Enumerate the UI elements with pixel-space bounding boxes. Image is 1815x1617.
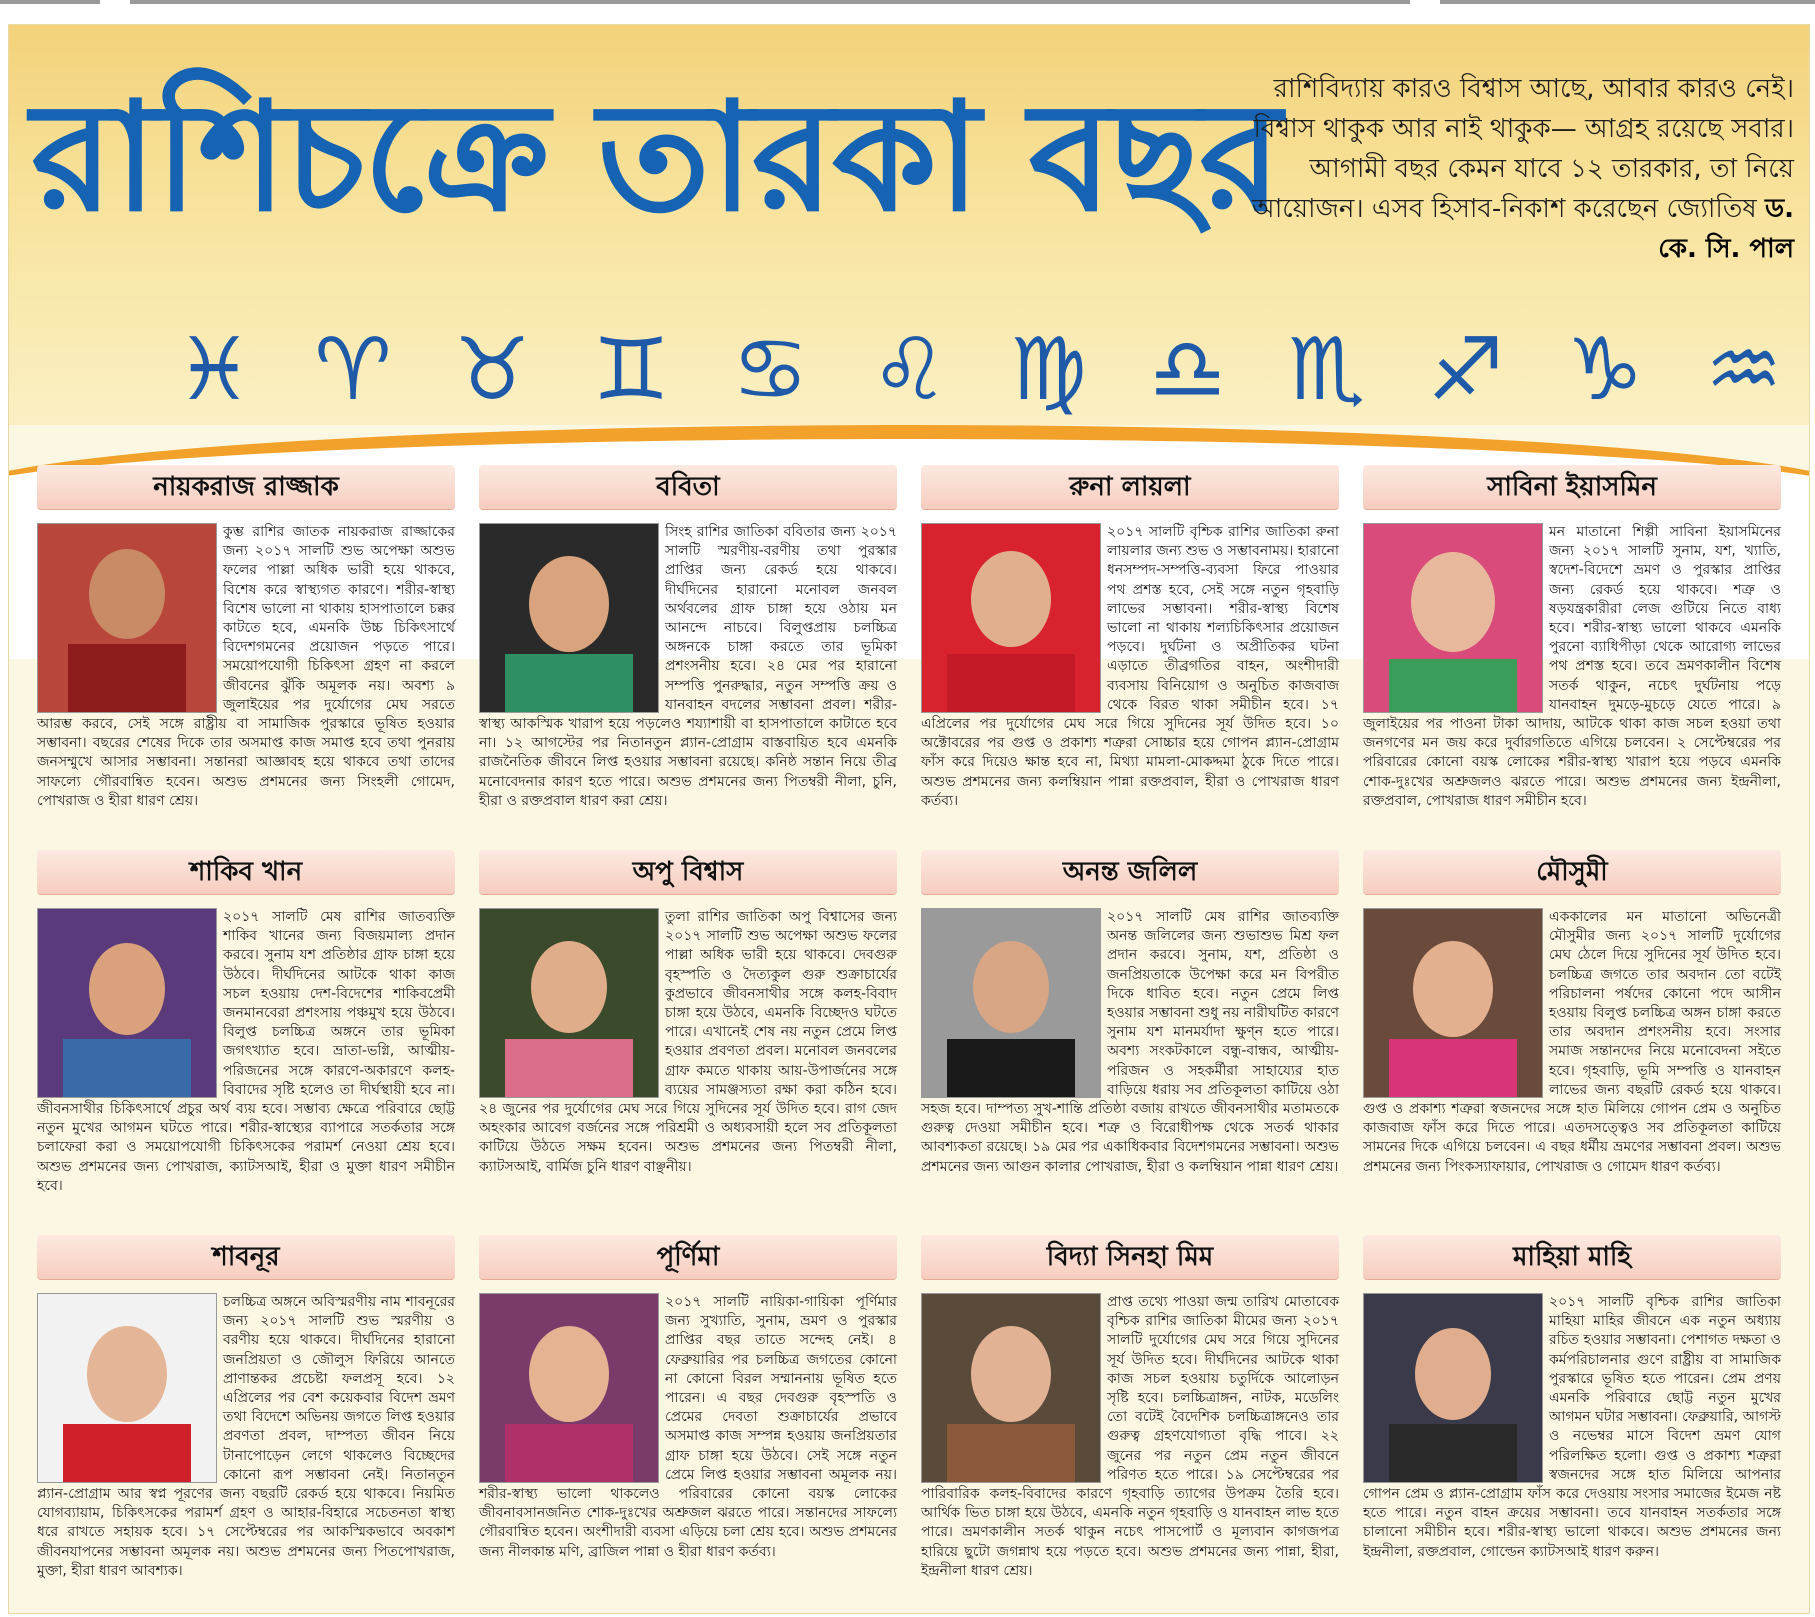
header-banner xyxy=(9,25,1809,425)
card-name: সাবিনা ইয়াসমিন xyxy=(1363,465,1781,509)
card-text: তুলা রাশির জাতিকা অপু বিশ্বাসের জন্য ২০১৭ সালটি শুভ অপেক্ষা অশুভ ফলের পাল্লা অধিক ভারী হয়ে থাকবে। দেবগুরু বৃহস্পতি ও দৈত্যকুল গুরু শুক্রাচার্যের কুপ্রভাবে জীবনসাথীর সঙ্গে কলহ-বিবাদ চাঙ্গা হয়ে উঠবে, এমনকি বিচ্ছেদও ঘটতে পারে। এখানেই শেষ নয় নতুন প্রেমে লিপ্ত হওয়ার প্রবণতা প্রবল। মনোবল জনবলের গ্রাফ কমতে থাকায় আয়-উপার্জনের সঙ্গে ব্যয়ের সামঞ্জস্যতা রক্ষা করা কঠিন হবে। ২৪ জুনের পর দুর্যোগের মেঘ সরে গিয়ে সুদিনের সূর্য উদিত হবে। রাগ জেদ অহংকার আবেগ বর্জনের সঙ্গে পরিশ্রমী ও অধ্যবসায়ী হলে সব প্রতিকূলতা কাটিয়ে উঠতে সক্ষম হবেন। অশুভ প্রশমনের জন্য পিতম্বরী নীলা, ক্যাটসআই, বার্মিজ চুনি ধারণ বাঞ্ছনীয়। xyxy=(479,909,897,1175)
gemini-icon: ♊ xyxy=(592,320,670,420)
card-text: ২০১৭ সালটি নায়িকা-গায়িকা পূর্ণিমার জন্য সুখ্যাতি, সুনাম, ভ্রমণ ও পুরস্কার প্রাপ্তির বছর তাতে সন্দেহ নেই। ৪ ফেব্রুয়ারির পর চলচ্চিত্র জগতের কোনো না কোনো বিরল সম্মাননায় ভূষিত হতে পারেন। এ বছর দেবগুরু বৃহস্পতি ও প্রেমের দেবতা শুক্রাচার্যের প্রভাবে অসমাপ্ত কাজ সম্পন্ন হওয়ায় জনপ্রিয়তার গ্রাফ চাঙ্গা হয়ে উঠবে। সেই সঙ্গে নতুন প্রেমে লিপ্ত হওয়ার সম্ভাবনা অমূলক নয়। শরীর-স্বাস্থ্য ভালো থাকলেও পরিবারের কোনো বয়স্ক লোকের জীবনাবসানজনিত শোক-দুঃখের অশ্রুজল ঝরতে পারে। সন্তানদের সাফল্যে গৌরবান্বিত হবেন। অংশীদারী ব্যবসা এড়িয়ে চলা শ্রেয় হবে। অশুভ প্রশমনের জন্য নীলকান্ত মণি, ব্রাজিল পান্না ও হীরা ধারণ কর্তব্য। xyxy=(479,1294,897,1560)
card-text: ২০১৭ সালটি বৃশ্চিক রাশির জাতিকা মাহিয়া মাহির জীবনে এক নতুন অধ্যায় রচিত হওয়ার সম্ভাবনা। পেশাগত দক্ষতা ও কর্মপরিচালনার গুণে রাষ্ট্রীয় বা সামাজিক পুরস্কারে ভূষিত হতে পারেন। প্রেম প্রণয় এমনকি পরিবারে ছোট্ট নতুন মুখের আগমন ঘটার সম্ভাবনা। ফেব্রুয়ারি, আগস্ট ও নভেম্বর মাসে বিদেশ ভ্রমণ যোগ পরিলক্ষিত হলো। গুপ্ত ও প্রকাশ্য শত্রুরা স্বজনদের সঙ্গে হাত মিলিয়ে আপনার গোপন প্রেম ও প্ল্যান-প্রোগ্রাম ফাঁস করে দেওয়ায় সংসার সমাজের ইমেজ নষ্ট হতে পারে। নতুন বাহন ক্রয়ের সম্ভাবনা। তবে যানবাহন সতর্কতার সঙ্গে চালানো সমীচীন হবে। শরীর-স্বাস্থ্য ভালো থাকবে। অশুভ প্রশমনের জন্য ইন্দ্রনীলা, রক্তপ্রবাল, গোল্ডেন ক্যাটসআই ধারণ করুন। xyxy=(1363,1294,1781,1560)
capricorn-icon: ♑ xyxy=(1566,320,1644,420)
sagittarius-icon: ♐ xyxy=(1427,320,1505,420)
top-rule xyxy=(0,0,1815,6)
card-name: পূর্ণিমা xyxy=(479,1235,897,1279)
card-text: ২০১৭ সালটি বৃশ্চিক রাশির জাতিকা রুনা লায়লার জন্য শুভ ও সম্ভাবনাময়। হারানো ধনসম্পদ-সম্পত্তি-ব্যবসা ফিরে পাওয়ার পথ প্রশস্ত হবে, সেই সঙ্গে নতুন গৃহবাড়ি লাভের সম্ভাবনা। শরীর-স্বাস্থ্য বিশেষ ভালো না থাকায় শল্যচিকিৎসার প্রয়োজন পড়বে। দুর্ঘটনা ও অপ্রীতিকর ঘটনা এড়াতে তীব্রগতির বাহন, অংশীদারী ব্যবসায় বিনিয়োগ ও অনুচিত কাজবাজ থেকে বিরত থাকা সমীচীন হবে। ১৭ এপ্রিলের পর দুর্যোগের মেঘ সরে গিয়ে সুদিনের সূর্য উদিত হবে। ১০ অক্টোবরের পর গুপ্ত ও প্রকাশ্য শত্রুরা সোচ্চার হয়ে গোপন প্ল্যান-প্রোগ্রাম ফাঁস করে দিয়েও ক্ষান্ত হবে না, মিথ্যা মামলা-মোকদ্দমা ঠুকে দিতে পারে। অশুভ প্রশমনের জন্য কলম্বিয়ান পান্না রক্তপ্রবাল, হীরা ও পোখরাজ ধারণ কর্তব্য। xyxy=(921,524,1339,809)
card-name: অনন্ত জলিল xyxy=(921,850,1339,894)
intro-author: ড. কে. সি. পাল xyxy=(1658,194,1794,264)
card-text: ২০১৭ সালটি মেষ রাশির জাতব্যক্তি অনন্ত জলিলের জন্য শুভাশুভ মিশ্র ফল প্রদান করবে। সুনাম, যশ, প্রতিষ্ঠা ও জনপ্রিয়তাকে উপেক্ষা করে মন বিপরীত দিকে ধাবিত হবে। নতুন প্রেমে লিপ্ত হওয়ার সম্ভাবনা শুধু নয় নারীঘটিত কারণে সুনাম যশ মানমর্যাদা ক্ষুণ্ন হতে পারে। অবশ্য সংকটকালে বন্ধু-বান্ধব, আত্মীয়-পরিজন ও সহকর্মীরা সাহায্যের হাত বাড়িয়ে ধরায় সব প্রতিকূলতা কাটিয়ে ওঠা সহজ হবে। দাম্পত্য সুখ-শান্তি প্রতিষ্ঠা বজায় রাখতে জীবনসাথীর মতামতকে গুরুত্ব দেওয়া সমীচীন হবে। শত্রু ও বিরোধীপক্ষ থেকে সতর্ক থাকার আবশ্যকতা রয়েছে। ১৯ মের পর একাধিকবার বিদেশগমনের সম্ভাবনা। অশুভ প্রশমনের জন্য আগুন কালার পোখরাজ, হীরা ও কলম্বিয়ান পান্না ধারণ শ্রেয়। xyxy=(921,909,1339,1175)
scorpio-icon: ♏ xyxy=(1288,320,1366,420)
card-text: ২০১৭ সালটি মেষ রাশির জাতব্যক্তি শাকিব খানের জন্য বিজয়মাল্য প্রদান করবে। সুনাম যশ প্রতিষ্ঠার গ্রাফ চাঙ্গা হয়ে উঠবে। দীর্ঘদিনের আটকে থাকা কাজ সচল হওয়ায় দেশ-বিদেশের শাকিবপ্রেমী জনমানবেরা প্রশংসায় পঞ্চমুখ হয়ে উঠবে। বিলুপ্ত চলচ্চিত্র অঙ্গনে তার ভূমিকা জগৎখ্যাত হবে। ভ্রাতা-ভগ্নি, আত্মীয়-পরিজনের সঙ্গে কারণে-অকারণে কলহ-বিবাদের সৃষ্টি হলেও তা দীর্ঘস্থায়ী হবে না। জীবনসাথীর চিকিৎসার্থে প্রচুর অর্থ ব্যয় হবে। সম্ভাব্য ক্ষেত্রে পরিবারে ছোট্ট নতুন মুখের আগমন ঘটতে পারে। শরীর-স্বাস্থ্যের ব্যাপারে সতর্কতার সঙ্গে চলাফেরা করা ও সময়োপযোগী চিকিৎসকের পরামর্শ নেওয়া শ্রেয় হবে। অশুভ প্রশমনের জন্য পোখরাজ, ক্যাটসআই, হীরা ও মুক্তা ধারণ সমীচীন হবে। xyxy=(37,909,455,1194)
card-name: শাকিব খান xyxy=(37,850,455,894)
card-name: নায়করাজ রাজ্জাক xyxy=(37,465,455,509)
aries-icon: ♈ xyxy=(314,320,392,420)
card-name: বিদ্যা সিনহা মিম xyxy=(921,1235,1339,1279)
intro-text: রাশিবিদ্যায় কারও বিশ্বাস আছে, আবার কারও নেই। বিশ্বাস থাকুক আর নাই থাকুক— আগ্রহ রয়েছে সবার। আগামী বছর কেমন যাবে ১২ তারকার, তা নিয়ে আয়োজন। এসব হিসাব-নিকাশ করেছেন জ্যোতিষ xyxy=(1251,74,1794,224)
card-name: রুনা লায়লা xyxy=(921,465,1339,509)
newspaper-page xyxy=(8,24,1810,1614)
leo-icon: ♌ xyxy=(870,320,948,420)
card-text: কুম্ভ রাশির জাতক নায়করাজ রাজ্জাকের জন্য ২০১৭ সালটি শুভ অপেক্ষা অশুভ ফলের পাল্লা অধিক ভারী হয়ে থাকবে, বিশেষ করে স্বাস্থ্যগত কারণে। শরীর-স্বাস্থ্য বিশেষ ভালো না থাকায় হাসপাতালে চক্কর কাটতে হবে, এমনকি উচ্চ চিকিৎসার্থে বিদেশগমনের প্রয়োজন পড়তে পারে। সময়োপযোগী চিকিৎসা গ্রহণ না করলে জীবনের ঝুঁকি অমূলক নয়। অবশ্য ৯ জুলাইয়ের পর দুর্যোগের মেঘ সরতে আরম্ভ করবে, সেই সঙ্গে রাষ্ট্রীয় বা সামাজিক পুরস্কারে ভূষিত হওয়ার সম্ভাবনা। বছরের শেষের দিকে তার অসমাপ্ত কাজ সমাপ্ত হবে তথা পুনরায় জনসম্মুখে আসার সম্ভাবনা। সন্তানরা আজ্ঞাবহ হয়ে থাকবে তথা তাদের সাফল্যে গৌরবান্বিত হবেন। অশুভ প্রশমনের জন্য সিংহলী গোমেদ, পোখরাজ ও হীরা ধারণ শ্রেয়। xyxy=(37,524,455,809)
virgo-icon: ♍ xyxy=(1009,320,1088,420)
cancer-icon: ♋ xyxy=(731,320,809,420)
page-title: রাশিচক্রে তারকা বছর xyxy=(31,71,1280,245)
aquarius-icon: ♒ xyxy=(1705,320,1783,420)
card-name: শাবনূর xyxy=(37,1235,455,1279)
card-text: চলচ্চিত্র অঙ্গনে অবিস্মরণীয় নাম শাবনূরের জন্য ২০১৭ সালটি শুভ স্মরণীয় ও বরণীয় হয়ে থাকবে। দীর্ঘদিনের হারানো জনপ্রিয়তা ও জৌলুস ফিরিয়ে আনতে প্রাণান্তকর প্রচেষ্টা ফলপ্রসূ হবে। ১২ এপ্রিলের পর বেশ কয়েকবার বিদেশ ভ্রমণ তথা বিদেশে অভিনয় জগতে লিপ্ত হওয়ার প্রবণতা প্রবল, দাম্পত্য জীবন নিয়ে টানাপোড়েন লেগে থাকলেও বিচ্ছেদের কোনো রূপ সম্ভাবনা নেই। নিতানতুন প্ল্যান-প্রোগ্রাম আর স্বপ্ন পূরণের জন্য বছরটি রেকর্ড হয়ে থাকবে। নিয়মিত যোগব্যায়াম, চিকিৎসকের পরামর্শ গ্রহণ ও আহার-বিহারে সচেতনতা স্বাস্থ্য ধরে রাখতে সহায়ক হবে। ১৭ সেপ্টেম্বরের পর আকস্মিকভাবে অবকাশ জীবনযাপনের সম্ভাবনা অমূলক নয়। অশুভ প্রশমনের জন্য পিতপোখরাজ, মুক্তা, হীরা ধারণ আবশ্যক। xyxy=(37,1294,455,1579)
card-text: সিংহ রাশির জাতিকা ববিতার জন্য ২০১৭ সালটি স্মরণীয়-বরণীয় তথা পুরস্কার প্রাপ্তির জন্য রেকর্ড হয়ে থাকবে। দীর্ঘদিনের হারানো মনোবল জনবল অর্থবলের গ্রাফ চাঙ্গা হয়ে ওঠায় মন আনন্দে নাচবে। বিলুপ্তপ্রায় চলচ্চিত্র অঙ্গনকে চাঙ্গা করতে তার ভূমিকা প্রশংসনীয় হবে। ২৪ মের পর হারানো সম্পত্তি পুনরুদ্ধার, নতুন সম্পত্তি ক্রয় ও যানবাহন বদলের সম্ভাবনা প্রবল। শরীর-স্বাস্থ্য আকস্মিক খারাপ হয়ে পড়লেও শয্যাশায়ী বা হাসপাতালে কাটাতে হবে না। ১২ আগস্টের পর নিতানতুন প্ল্যান-প্রোগ্রাম বাস্তবায়িত হবে এমনকি রাজনৈতিক জীবনে লিপ্ত হওয়ার সম্ভাবনা রয়েছে। কনিষ্ঠ সন্তান নিয়ে তীব্র মনোবেদনার কারণ হতে পারে। অশুভ প্রশমনের জন্য পিতম্বরী নীলা, চুনি, হীরা ও রক্তপ্রবাল ধারণ করা শ্রেয়। xyxy=(479,524,897,809)
card-name: মৌসুমী xyxy=(1363,850,1781,894)
card-text: এককালের মন মাতানো অভিনেত্রী মৌসুমীর জন্য ২০১৭ সালটি দুর্যোগের মেঘ ঠেলে দিয়ে সুদিনের সূর্য উদিত হবে। চলচ্চিত্র জগতে তার অবদান তো বটেই পরিচালনা পর্ষদের কোনো পদে আসীন হওয়ায় বিলুপ্ত চলচ্চিত্র অঙ্গন চাঙ্গা করতে তার অবদান প্রশংসনীয় হবে। সংসার সমাজ সন্তানদের নিয়ে মনোবেদনা সইতে হবে। গৃহবাড়ি, ভূমি সম্পত্তি ও যানবাহন লাভের জন্য বছরটি রেকর্ড হয়ে থাকবে। গুপ্ত ও প্রকাশ্য শত্রুরা স্বজনদের সঙ্গে হাত মিলিয়ে গোপন প্রেম ও অনুচিত কাজবাজ ফাঁস করে দিতে পারে। এতদসত্ত্বেও সব প্রতিকূলতা কাটিয়ে সামনের দিকে এগিয়ে চলবেন। এ বছর ধর্মীয় ভ্রমণের সম্ভাবনা প্রবল। অশুভ প্রশমনের জন্য পিংকস্যাফায়ার, পোখরাজ ও গোমেদ ধারণ কর্তব্য। xyxy=(1363,909,1781,1175)
cards-grid xyxy=(9,465,1809,1613)
card-name: মাহিয়া মাহি xyxy=(1363,1235,1781,1279)
taurus-icon: ♉ xyxy=(453,320,531,420)
pisces-icon: ♓ xyxy=(175,320,253,420)
card-text: মন মাতানো শিল্পী সাবিনা ইয়াসমিনের জন্য ২০১৭ সালটি সুনাম, যশ, খ্যাতি, স্বদেশ-বিদেশে ভ্রমণ ও পুরস্কার প্রাপ্তির জন্য রেকর্ড হয়ে থাকবে। শত্রু ও ষড়যন্ত্রকারীরা লেজ গুটিয়ে নিতে বাধ্য হবে। শরীর-স্বাস্থ্য ভালো থাকবে এমনকি পুরনো ব্যাধিপীড়া থেকে আরোগ্য লাভের পথ প্রশস্ত হবে। তবে ভ্রমণকালীন বিশেষ সতর্ক থাকুন, নচেৎ দুর্ঘটনায় পড়ে যানবাহন দুমড়ে-মুচড়ে যেতে পারে। ৯ জুলাইয়ের পর পাওনা টাকা আদায়, আটকে থাকা কাজ সচল হওয়া তথা জনগণের মন জয় করে দুর্বারগতিতে এগিয়ে চলবেন। ২ সেপ্টেম্বরের পর পরিবারের কোনো বয়স্ক লোকের শরীর-স্বাস্থ্য খারাপ হয়ে পড়বে এমনকি শোক-দুঃখের অশ্রুজলও ঝরতে পারে। অশুভ প্রশমনের জন্য ইন্দ্রনীলা, রক্তপ্রবাল, পোখরাজ ধারণ সমীচীন হবে। xyxy=(1363,524,1781,809)
libra-icon: ♎ xyxy=(1148,320,1227,420)
card-name: ববিতা xyxy=(479,465,897,509)
zodiac-row xyxy=(159,315,1799,425)
card-name: অপু বিশ্বাস xyxy=(479,850,897,894)
intro-paragraph xyxy=(1209,69,1794,269)
card-text: প্রাপ্ত তথ্যে পাওয়া জন্ম তারিখ মোতাবেক বৃশ্চিক রাশির জাতিকা মীমের জন্য ২০১৭ সালটি দুর্যোগের মেঘ সরে গিয়ে সুদিনের সূর্য উদিত হবে। দীর্ঘদিনের আটকে থাকা কাজ সচল হওয়ায় চতুর্দিকে আলোড়ন সৃষ্টি হবে। চলচ্চিত্রাঙ্গন, নাটক, মডেলিং তো বটেই বৈদেশিক চলচ্চিত্রাঙ্গনেও তার গুরুত্ব গ্রহণযোগ্যতা বৃদ্ধি পাবে। ২২ জুনের পর নতুন প্রেম নতুন জীবনে পরিণত হতে পারে। ১৯ সেপ্টেম্বরের পর পারিবারিক কলহ-বিবাদের কারণে গৃহবাড়ি ত্যাগের উপক্রম তৈরি হবে। আর্থিক ভিত চাঙ্গা হয়ে উঠবে, এমনকি নতুন গৃহবাড়ি ও যানবাহন লাভ হতে পারে। ভ্রমণকালীন সতর্ক থাকুন নচেৎ পাসপোর্ট ও মূল্যবান কাগজপত্র হারিয়ে ছুটো জগন্নাথ হয়ে পড়তে হবে। অশুভ প্রশমনের জন্য পান্না, হীরা, ইন্দ্রনীলা ধারণ শ্রেয়। xyxy=(921,1294,1339,1579)
